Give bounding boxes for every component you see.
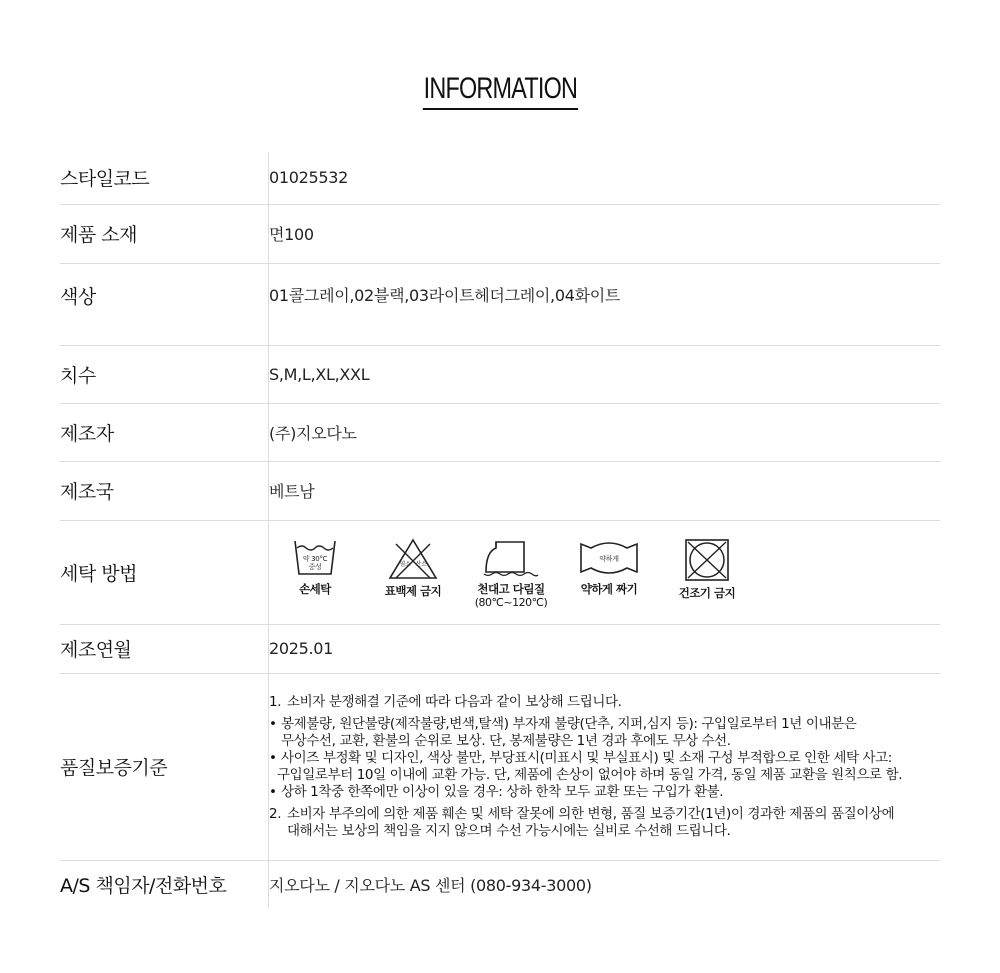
- iron-temp-range: (80℃~120℃): [474, 595, 548, 609]
- page-title: [0, 72, 1000, 110]
- care-icons: [269, 536, 940, 609]
- quality-bullet-1-line2: 무상수선, 교환, 환불의 순위로 보상. 단, 봉제불량은 1년 경과 후에도 무상 수선.: [281, 732, 731, 749]
- care-item-hand-wash: [269, 538, 361, 596]
- row-quality: [60, 673, 940, 860]
- as-value: 지오다노 / 지오다노 AS 센터 (080-934-3000): [269, 875, 592, 895]
- no-bleach-icon: [388, 538, 438, 580]
- care-item-no-bleach: [367, 538, 459, 598]
- no-bleach-oxygen: 산소: [415, 560, 427, 568]
- maker-label: 제조자: [60, 403, 269, 461]
- quality-bullet-2-line1: 사이즈 부정확 및 디자인, 색상 불만, 부당표시(미표시 및 부실표시) 및 소재 구성 부적합으로 인한 세탁 사고:: [281, 749, 892, 766]
- gentle-wring-label: 약하게 짜기: [580, 581, 638, 596]
- quality-item-2: [269, 806, 940, 823]
- color-value: 01콜그레이,02블랙,03라이트헤더그레이,04화이트: [269, 263, 941, 345]
- row-material: [60, 204, 940, 263]
- country-label: 제조국: [60, 461, 269, 520]
- quality-bullet-2-line2: 구입일로부터 10일 이내에 교환 가능. 단, 제품에 손상이 없어야 하며 동일 가격, 동일 제품 교환을 원칙으로 함.: [277, 766, 903, 783]
- row-size: [60, 345, 940, 403]
- material-label: 제품 소재: [60, 204, 269, 263]
- quality-label: 품질보증기준: [60, 673, 269, 860]
- quality-item-1-num: 1.: [269, 693, 282, 710]
- no-bleach-chlorine: 염소: [399, 560, 411, 568]
- quality-item-2-num: 2.: [269, 805, 282, 822]
- hand-wash-icon: [293, 538, 337, 578]
- no-bleach-label: 표백제 금지: [384, 583, 442, 598]
- care-item-iron: [465, 538, 557, 609]
- no-tumble-dry-label: 건조기 금지: [678, 585, 736, 600]
- hand-wash-label: 손세탁: [299, 581, 331, 596]
- row-color: [60, 263, 940, 345]
- gentle-wring-icon: [579, 538, 639, 578]
- size-label: 치수: [60, 345, 269, 403]
- no-tumble-dry-icon: [684, 538, 730, 582]
- product-info-table: [60, 152, 940, 908]
- row-as: [60, 860, 940, 908]
- quality-value: [269, 673, 941, 860]
- iron-icon: [482, 538, 540, 578]
- quality-bullet-2: • 사이즈 부정확 및 디자인, 색상 불만, 부당표시(미표시 및 부실표시) 및 소재 구성 부적합으로 인한 세탁 사고:: [269, 749, 892, 766]
- hand-wash-temp: 약 30°C: [302, 554, 328, 563]
- style-code-label: 스타일코드: [60, 152, 269, 204]
- date-value: 2025.01: [269, 624, 941, 673]
- care-item-no-tumble-dry: [661, 538, 753, 600]
- quality-item-2-line2: 대해서는 보상의 책임을 지지 않으며 수선 가능시에는 실비로 수선해 드립니다.: [287, 822, 731, 839]
- washing-value: [269, 520, 941, 624]
- quality-bullet-3: • 상하 1착중 한쪽에만 이상이 있을 경우: 상하 한착 모두 교환 또는 구입가 환불.: [269, 783, 724, 800]
- quality-bullet-3-text: 상하 1착중 한쪽에만 이상이 있을 경우: 상하 한착 모두 교환 또는 구입가 환불.: [281, 783, 724, 800]
- quality-text: [269, 694, 940, 840]
- hand-wash-neutral: 중성: [308, 562, 322, 571]
- row-maker: [60, 403, 940, 461]
- size-value: S,M,L,XL,XXL: [269, 345, 941, 403]
- quality-item-2-line1: 소비자 부주의에 의한 제품 훼손 및 세탁 잘못에 의한 변형, 품질 보증기간(1년)이 경과한 제품의 품질이상에: [287, 805, 895, 822]
- iron-label: 천대고 다림질: [477, 581, 545, 596]
- row-washing: [60, 520, 940, 624]
- quality-bullet-1-line1: 봉제불량, 원단불량(제작불량,변색,탈색) 부자재 불량(단추, 지퍼,심지 등): 구입일로부터 1년 이내분은: [281, 715, 857, 732]
- row-country: [60, 461, 940, 520]
- quality-item-1: [269, 694, 940, 711]
- maker-value: (주)지오다노: [269, 403, 941, 461]
- gentle-wring-text: 약하게: [599, 554, 619, 563]
- washing-label: 세탁 방법: [60, 520, 269, 624]
- quality-item-1-text: 소비자 분쟁해결 기준에 따라 다음과 같이 보상해 드립니다.: [287, 693, 622, 710]
- style-code-value: 01025532: [269, 152, 941, 204]
- quality-bullet-1: • 봉제불량, 원단불량(제작불량,변색,탈색) 부자재 불량(단추, 지퍼,심지 등): 구입일로부터 1년 이내분은: [269, 715, 857, 732]
- color-label: 색상: [60, 263, 269, 345]
- date-label: 제조연월: [60, 624, 269, 673]
- country-value: 베트남: [269, 461, 941, 520]
- material-value: 면100: [269, 204, 941, 263]
- care-item-gentle-wring: [563, 538, 655, 596]
- row-date: [60, 624, 940, 673]
- row-style-code: [60, 152, 940, 204]
- page-title-text: INFORMATION: [422, 72, 577, 110]
- as-label: A/S 책임자/전화번호: [60, 860, 269, 908]
